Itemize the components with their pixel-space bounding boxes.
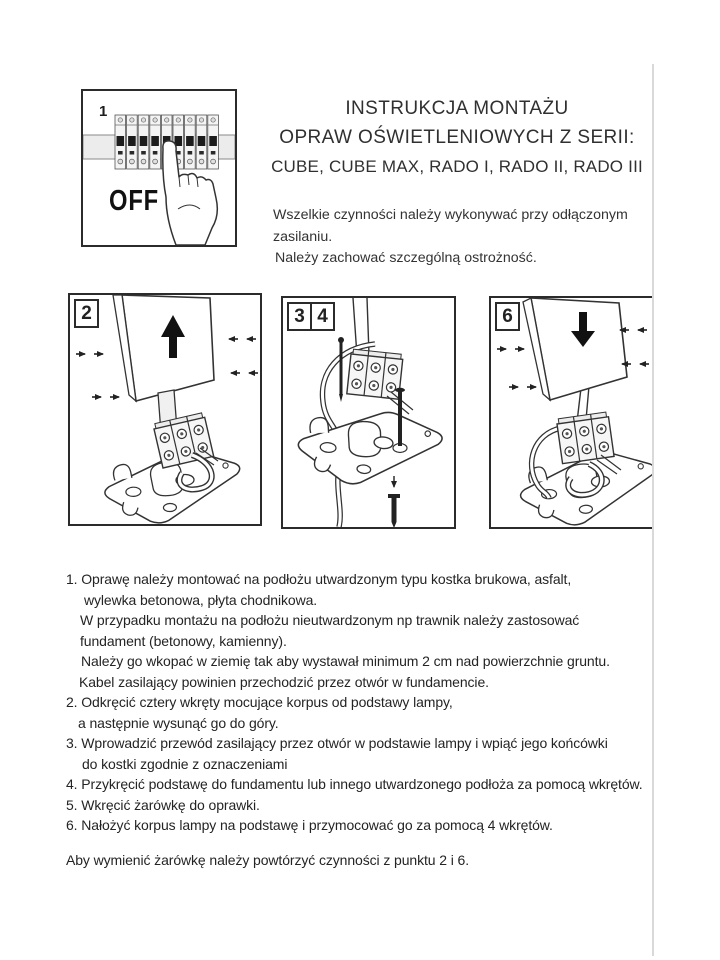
instruction-line: do kostki zgodnie z oznaczeniami	[82, 755, 288, 772]
instruction-line: wylewka betonowa, płyta chodnikowa.	[84, 591, 318, 608]
screw-icon-bottom	[388, 476, 400, 527]
step-number-2: 2	[74, 299, 99, 328]
page-title	[250, 94, 664, 181]
instruction-line: 4. Przykręcić podstawę do fundamentu lub innego utwardzonego podłoża za pomocą wkrętów.	[66, 776, 643, 792]
instruction-line: Kabel zasilający powinien przechodzić przez otwór w fundamencie.	[79, 673, 489, 690]
base-plate-icon	[295, 403, 444, 492]
warning-line-2: Należy zachować szczególną ostrożność.	[275, 250, 537, 266]
instruction-line: 5. Wkręcić żarówkę do oprawki.	[66, 796, 260, 813]
step-number-6: 6	[495, 302, 520, 331]
instruction-list	[66, 569, 682, 870]
page-edge-artifact	[652, 64, 654, 956]
screw-icon-left	[338, 337, 344, 402]
step34-drawing	[283, 298, 454, 527]
diagram-step2-remove-body	[68, 293, 262, 526]
step-number-4: 4	[310, 302, 335, 331]
warning-line-1: Wszelkie czynności należy wykonywać przy odłączonym zasilaniu.	[273, 207, 636, 245]
diagram-step6-mount-body	[489, 296, 654, 529]
title-line-1: INSTRUKCJA MONTAŻU	[345, 98, 569, 119]
instruction-line: Należy go wkopać w ziemię tak aby wystawał minimum 2 cm nad powierzchnie gruntu.	[81, 653, 610, 669]
lamp-body-icon	[113, 295, 214, 401]
step-number-1: 1	[99, 103, 108, 120]
instruction-line: W przypadku montażu na podłożu nieutwardzonym np trawnik należy zastosować	[80, 612, 580, 628]
instruction-line: a następnie wysunąć go do góry.	[78, 714, 279, 731]
step2-drawing	[70, 295, 260, 524]
terminal-block-icon	[556, 412, 614, 464]
off-label: OFF	[109, 185, 160, 217]
instruction-line: 6. Nałożyć korpus lampy na podstawę i przymocować go za pomocą 4 wkrętów.	[66, 817, 553, 833]
instruction-line: 1. Oprawę należy montować na podłożu utwardzonym typu kostka brukowa, asfalt,	[66, 571, 572, 587]
diagram-step3-4-wiring	[281, 296, 456, 529]
safety-warning	[273, 205, 673, 270]
step-number-3: 3	[287, 302, 312, 331]
step6-drawing	[491, 298, 652, 527]
bulb-replacement-note: Aby wymienić żarówkę należy powtórzyć czynności z punktu 2 i 6.	[66, 851, 469, 868]
diagram-step1-power-off	[81, 89, 237, 247]
terminal-block-icon	[347, 349, 403, 399]
title-line-2: OPRAW OŚWIETLENIOWYCH Z SERII:	[279, 127, 635, 148]
instruction-line: 3. Wprowadzić przewód zasilający przez otwór w podstawie lampy i wpiąć jego końcówki	[66, 735, 608, 751]
lamp-body-icon	[523, 298, 627, 400]
title-line-3: CUBE, CUBE MAX, RADO I, RADO II, RADO III	[271, 157, 643, 176]
instruction-line: 2. Odkręcić cztery wkręty mocujące korpus od podstawy lampy,	[66, 694, 453, 710]
instruction-line: fundament (betonowy, kamienny).	[80, 632, 287, 649]
